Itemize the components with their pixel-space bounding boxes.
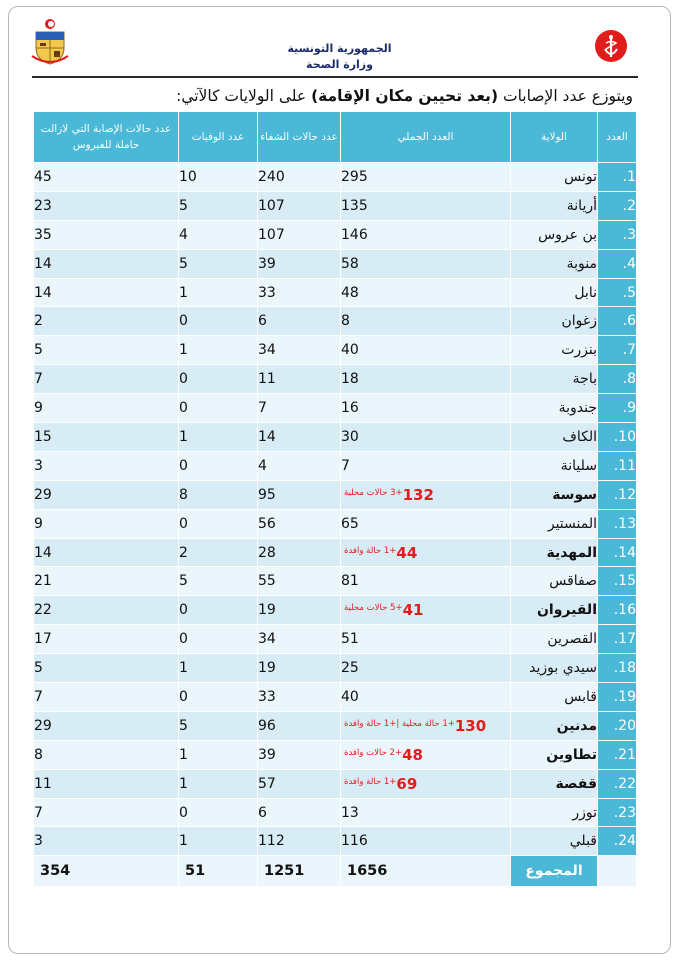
carriers-count: 14 — [34, 278, 179, 307]
carriers-count: 14 — [34, 249, 179, 278]
total-cases-cell — [341, 740, 511, 769]
recovered-count: 56 — [258, 509, 341, 538]
carriers-count: 35 — [34, 220, 179, 249]
recovered-count: 96 — [258, 711, 341, 740]
recovered-count: 34 — [258, 625, 341, 654]
ministry-heading: وزارة الصحة — [306, 58, 373, 71]
table-row — [34, 220, 637, 249]
recovered-count: 39 — [258, 249, 341, 278]
case-note: +1 حالة محلية |+1 حالة وافدة — [344, 718, 455, 729]
summary-blank — [598, 856, 637, 887]
recovered-count: 57 — [258, 769, 341, 798]
header-num: العدد — [598, 112, 637, 163]
governorate-name: مدنين — [511, 711, 598, 740]
total-cases-cell — [341, 365, 511, 394]
carriers-count: 3 — [34, 451, 179, 480]
table-row — [34, 711, 637, 740]
recovered-count: 34 — [258, 336, 341, 365]
governorate-name: سيدي بوزيد — [511, 654, 598, 683]
header-total: العدد الجملي — [341, 112, 511, 163]
total-cases-cell — [341, 509, 511, 538]
carriers-count: 7 — [34, 683, 179, 712]
cases-table — [33, 111, 637, 887]
table-row — [34, 654, 637, 683]
recovered-count: 55 — [258, 567, 341, 596]
total-cases-cell — [341, 769, 511, 798]
carriers-count: 21 — [34, 567, 179, 596]
recovered-count: 240 — [258, 163, 341, 192]
governorate-name: سليانة — [511, 451, 598, 480]
case-note: +2 حالات وافدة — [344, 747, 403, 758]
recovered-count: 33 — [258, 278, 341, 307]
row-number: 9. — [598, 394, 637, 423]
total-cases: 18 — [341, 371, 359, 388]
row-number: 24. — [598, 827, 637, 856]
total-cases: 295 — [341, 168, 368, 185]
case-note: +1 حالة وافدة — [344, 545, 397, 556]
total-cases-cell — [341, 480, 511, 509]
case-note: +5 حالات محلية — [344, 603, 403, 614]
total-cases: 135 — [341, 197, 368, 214]
deaths-count: 1 — [179, 769, 258, 798]
total-cases: 48 — [402, 745, 423, 764]
recovered-count: 4 — [258, 451, 341, 480]
total-cases: 41 — [402, 601, 424, 620]
governorate-name: منوبة — [511, 249, 598, 278]
deaths-count: 1 — [179, 827, 258, 856]
total-cases: 8 — [341, 313, 350, 330]
recovered-count: 33 — [258, 683, 341, 712]
recovered-count: 19 — [258, 654, 341, 683]
table-row — [34, 423, 637, 452]
total-cases: 48 — [341, 284, 359, 301]
total-cases: 116 — [341, 833, 368, 850]
deaths-count: 0 — [179, 625, 258, 654]
row-number: 10. — [598, 423, 637, 452]
governorate-name: توزر — [511, 798, 598, 827]
deaths-count: 0 — [179, 365, 258, 394]
deaths-count: 4 — [179, 220, 258, 249]
governorate-name: تونس — [511, 163, 598, 192]
row-number: 4. — [598, 249, 637, 278]
governorate-name: بنزرت — [511, 336, 598, 365]
row-number: 12. — [598, 480, 637, 509]
carriers-count: 45 — [34, 163, 179, 192]
table-row — [34, 249, 637, 278]
governorate-name: نابل — [511, 278, 598, 307]
carriers-count: 3 — [34, 827, 179, 856]
recovered-count: 95 — [258, 480, 341, 509]
total-cases-cell — [341, 654, 511, 683]
total-cases-cell — [341, 567, 511, 596]
total-cases: 44 — [396, 543, 418, 562]
total-cases: 130 — [454, 716, 487, 735]
header-deaths: عدد الوفيات — [179, 112, 258, 163]
governorate-name: القيروان — [511, 596, 598, 625]
table-row — [34, 365, 637, 394]
table-row — [34, 538, 637, 567]
carriers-count: 8 — [34, 740, 179, 769]
governorate-name: بن عروس — [511, 220, 598, 249]
table-row — [34, 740, 637, 769]
carriers-count: 7 — [34, 365, 179, 394]
total-cases: 7 — [341, 457, 350, 474]
row-number: 6. — [598, 307, 637, 336]
table-row — [34, 191, 637, 220]
deaths-count: 5 — [179, 567, 258, 596]
row-number: 22. — [598, 769, 637, 798]
deaths-count: 1 — [179, 336, 258, 365]
governorate-name: أريانة — [511, 191, 598, 220]
carriers-count: 29 — [34, 480, 179, 509]
deaths-count: 1 — [179, 278, 258, 307]
total-cases-cell — [341, 163, 511, 192]
table-header-row — [34, 112, 637, 163]
total-cases-cell — [341, 798, 511, 827]
governorate-name: المهدية — [511, 538, 598, 567]
governorate-name: صفاقس — [511, 567, 598, 596]
deaths-count: 8 — [179, 480, 258, 509]
total-cases-cell — [341, 827, 511, 856]
republic-heading: الجمهورية التونسية — [287, 42, 392, 55]
table-row — [34, 596, 637, 625]
total-cases-cell — [341, 220, 511, 249]
total-cases-cell — [341, 336, 511, 365]
table-row — [34, 278, 637, 307]
table-row — [34, 394, 637, 423]
table-row — [34, 163, 637, 192]
total-cases-cell — [341, 711, 511, 740]
deaths-count: 0 — [179, 394, 258, 423]
carriers-count: 29 — [34, 711, 179, 740]
recovered-count: 14 — [258, 423, 341, 452]
intro-bold: (بعد تحيين مكان الإقامة) — [311, 87, 499, 105]
recovered-count: 6 — [258, 307, 341, 336]
governorate-name: سوسة — [511, 480, 598, 509]
row-number: 21. — [598, 740, 637, 769]
total-cases: 30 — [341, 428, 359, 445]
deaths-count: 1 — [179, 740, 258, 769]
row-number: 2. — [598, 191, 637, 220]
table-row — [34, 451, 637, 480]
deaths-count: 10 — [179, 163, 258, 192]
carriers-count: 2 — [34, 307, 179, 336]
deaths-count: 5 — [179, 711, 258, 740]
carriers-count: 22 — [34, 596, 179, 625]
summary-row — [34, 856, 637, 887]
governorate-name: قفصة — [511, 769, 598, 798]
total-cases: 51 — [341, 631, 359, 648]
carriers-count: 5 — [34, 336, 179, 365]
table-row — [34, 336, 637, 365]
total-cases: 13 — [341, 804, 359, 821]
total-cases-cell — [341, 249, 511, 278]
recovered-count: 6 — [258, 798, 341, 827]
total-cases: 58 — [341, 255, 359, 272]
deaths-count: 0 — [179, 451, 258, 480]
summary-deaths: 51 — [179, 856, 258, 887]
total-cases: 40 — [341, 342, 359, 359]
total-cases: 40 — [341, 688, 359, 705]
deaths-count: 1 — [179, 423, 258, 452]
table-row — [34, 307, 637, 336]
deaths-count: 0 — [179, 307, 258, 336]
row-number: 11. — [598, 451, 637, 480]
row-number: 14. — [598, 538, 637, 567]
table-row — [34, 827, 637, 856]
row-number: 13. — [598, 509, 637, 538]
carriers-count: 7 — [34, 798, 179, 827]
carriers-count: 9 — [34, 394, 179, 423]
summary-total: 1656 — [341, 856, 511, 887]
governorate-name: الكاف — [511, 423, 598, 452]
total-cases: 16 — [341, 400, 359, 417]
recovered-count: 7 — [258, 394, 341, 423]
header-gov: الولاية — [511, 112, 598, 163]
row-number: 16. — [598, 596, 637, 625]
total-cases: 81 — [341, 573, 359, 590]
summary-recovered: 1251 — [258, 856, 341, 887]
table-row — [34, 567, 637, 596]
total-cases-cell — [341, 278, 511, 307]
total-cases: 132 — [402, 485, 434, 504]
recovered-count: 107 — [258, 220, 341, 249]
carriers-count: 23 — [34, 191, 179, 220]
total-cases-cell — [341, 307, 511, 336]
table-row — [34, 769, 637, 798]
total-cases: 146 — [341, 226, 368, 243]
table-body — [34, 163, 637, 887]
deaths-count: 5 — [179, 249, 258, 278]
deaths-count: 0 — [179, 683, 258, 712]
deaths-count: 5 — [179, 191, 258, 220]
carriers-count: 11 — [34, 769, 179, 798]
governorate-name: القصرين — [511, 625, 598, 654]
row-number: 19. — [598, 683, 637, 712]
carriers-count: 5 — [34, 654, 179, 683]
table-row — [34, 798, 637, 827]
row-number: 1. — [598, 163, 637, 192]
total-cases-cell — [341, 394, 511, 423]
table-row — [34, 625, 637, 654]
governorate-name: زغوان — [511, 307, 598, 336]
deaths-count: 0 — [179, 596, 258, 625]
row-number: 3. — [598, 220, 637, 249]
governorate-name: قبلي — [511, 827, 598, 856]
row-number: 20. — [598, 711, 637, 740]
carriers-count: 9 — [34, 509, 179, 538]
recovered-count: 19 — [258, 596, 341, 625]
recovered-count: 11 — [258, 365, 341, 394]
governorate-name: جندوبة — [511, 394, 598, 423]
header-recovered: عدد حالات الشفاء — [258, 112, 341, 163]
intro-text — [176, 87, 633, 105]
total-cases-cell — [341, 423, 511, 452]
row-number: 5. — [598, 278, 637, 307]
header-carriers: عدد حالات الإصابة التي لازالت حاملة للفيروس — [34, 112, 179, 163]
row-number: 7. — [598, 336, 637, 365]
row-number: 15. — [598, 567, 637, 596]
governorate-name: المنستير — [511, 509, 598, 538]
carriers-count: 14 — [34, 538, 179, 567]
total-cases-cell — [341, 683, 511, 712]
carriers-count: 17 — [34, 625, 179, 654]
governorate-name: تطاوين — [511, 740, 598, 769]
intro-part-1: ويتوزع عدد الإصابات — [498, 87, 633, 105]
summary-carriers: 354 — [34, 856, 179, 887]
row-number: 18. — [598, 654, 637, 683]
case-note: +3 حالات محلية — [344, 487, 403, 498]
governorate-name: باجة — [511, 365, 598, 394]
total-cases-cell — [341, 538, 511, 567]
total-cases: 69 — [396, 774, 418, 793]
total-cases-cell — [341, 596, 511, 625]
row-number: 8. — [598, 365, 637, 394]
summary-label: المجموع — [511, 856, 598, 887]
governorate-name: قابس — [511, 683, 598, 712]
case-note: +1 حالة وافدة — [344, 776, 397, 787]
deaths-count: 2 — [179, 538, 258, 567]
total-cases-cell — [341, 451, 511, 480]
table-row — [34, 683, 637, 712]
header-divider — [32, 76, 638, 78]
row-number: 17. — [598, 625, 637, 654]
deaths-count: 0 — [179, 509, 258, 538]
total-cases-cell — [341, 625, 511, 654]
total-cases: 25 — [341, 660, 359, 677]
table-row — [34, 480, 637, 509]
deaths-count: 1 — [179, 654, 258, 683]
recovered-count: 107 — [258, 191, 341, 220]
recovered-count: 112 — [258, 827, 341, 856]
table-row — [34, 509, 637, 538]
total-cases-cell — [341, 191, 511, 220]
intro-part-2: على الولايات كالآتي: — [176, 87, 312, 105]
row-number: 23. — [598, 798, 637, 827]
carriers-count: 15 — [34, 423, 179, 452]
total-cases: 65 — [341, 515, 359, 532]
recovered-count: 39 — [258, 740, 341, 769]
deaths-count: 0 — [179, 798, 258, 827]
recovered-count: 28 — [258, 538, 341, 567]
